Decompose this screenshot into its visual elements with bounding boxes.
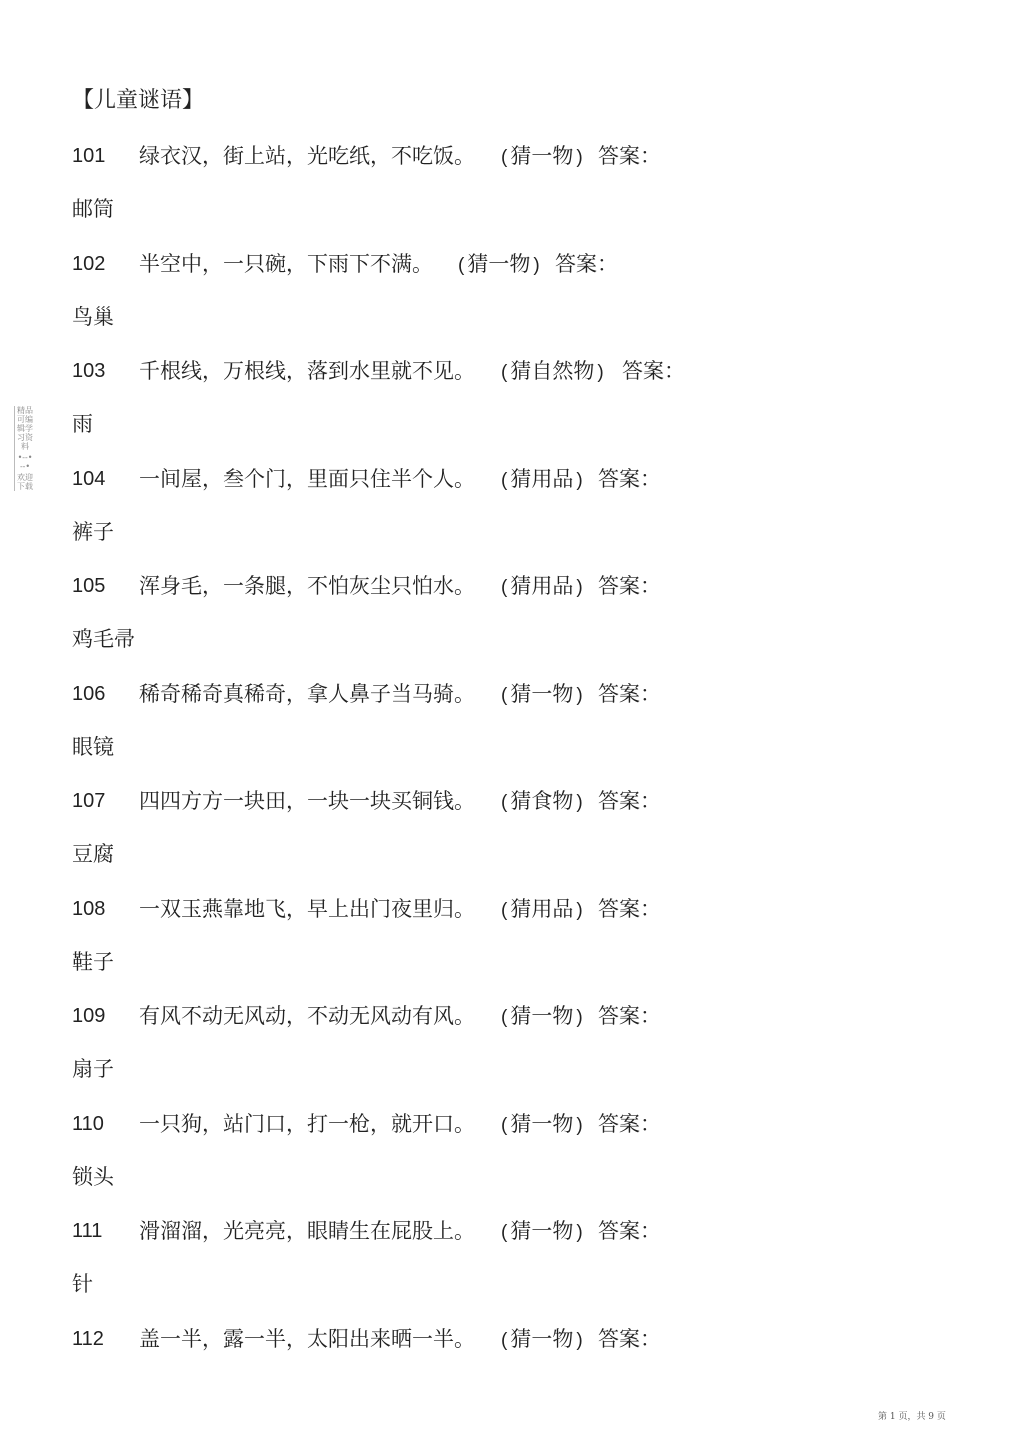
riddle-answer: 扇子 [72, 1057, 114, 1081]
answer-label: 答案： [598, 1219, 661, 1243]
riddle-category: ( 猜一物 ) [501, 681, 583, 706]
riddle-text: 盖一半，露一半，太阳出来晒一半。 [139, 1326, 475, 1351]
riddle-text: 绿衣汉，街上站，光吃纸，不吃饭。 [139, 144, 475, 168]
riddle-text: 半空中，一只碗，下雨下不满。 [139, 251, 433, 276]
answer-label: 答案： [598, 896, 661, 921]
riddle-text: 滑溜溜，光亮亮，眼睛生在屁股上。 [139, 1219, 475, 1243]
riddle-category-label: 猜用品 [510, 574, 574, 598]
riddle-number: 104 [72, 467, 106, 490]
riddle-category: ( 猜用品 ) [501, 896, 583, 921]
riddle-category: ( 猜一物 ) [501, 1111, 583, 1136]
riddle-number: 112 [72, 1327, 104, 1350]
riddle-answer: 鸟巢 [72, 304, 114, 329]
answer-label: 答案： [555, 251, 618, 276]
answer-label: 答案： [622, 359, 685, 383]
riddle-answer: 锁头 [72, 1164, 114, 1189]
riddle-number: 111 [72, 1220, 103, 1242]
riddle-number: 109 [72, 1005, 106, 1027]
riddle-number: 107 [72, 790, 106, 812]
riddle-category-label: 猜用品 [510, 896, 574, 921]
riddle-category: ( 猜食物 ) [501, 789, 583, 813]
riddle-category: ( 猜一物 ) [501, 1326, 583, 1351]
riddle-category: ( 猜用品 ) [501, 466, 583, 491]
riddle-category-label: 猜一物 [510, 1326, 574, 1351]
page-title: 【儿童谜语】 [72, 88, 205, 113]
riddle-category-label: 猜食物 [510, 789, 574, 813]
riddle-answer: 鞋子 [72, 949, 114, 974]
riddle-number: 106 [72, 682, 106, 705]
riddle-category-label: 猜一物 [510, 1111, 574, 1136]
page-footer: 第 1 页，共 9 页 [878, 1412, 946, 1422]
answer-label: 答案： [598, 789, 661, 813]
riddle-category: ( 猜一物 ) [501, 1219, 583, 1243]
riddle-category-label: 猜自然物 [510, 359, 595, 383]
riddle-answer: 豆腐 [72, 842, 114, 866]
riddle-number: 102 [72, 252, 106, 275]
riddle-number: 105 [72, 575, 106, 597]
riddle-answer: 雨 [72, 412, 93, 436]
riddle-text: 有风不动无风动，不动无风动有风。 [139, 1004, 475, 1028]
riddle-answer: 鸡毛帚 [72, 627, 135, 651]
riddle-text: 浑身毛，一条腿，不怕灰尘只怕水。 [139, 574, 475, 598]
riddle-category: ( 猜一物 ) [458, 251, 540, 276]
answer-label: 答案： [598, 681, 661, 706]
answer-label: 答案： [598, 1326, 661, 1351]
riddle-category: ( 猜一物 ) [501, 1004, 583, 1028]
riddle-answer: 裤子 [72, 519, 114, 544]
riddle-category-label: 猜一物 [467, 251, 531, 276]
riddle-category-label: 猜一物 [510, 1219, 574, 1243]
answer-label: 答案： [598, 144, 661, 168]
riddle-answer: 眼镜 [72, 734, 114, 759]
side-watermark-dots: •--•--• [17, 453, 33, 471]
riddle-text: 稀奇稀奇真稀奇，拿人鼻子当马骑。 [139, 681, 475, 706]
riddle-category: ( 猜自然物 ) [501, 359, 604, 383]
riddle-number: 103 [72, 360, 106, 382]
riddle-number: 108 [72, 897, 106, 920]
riddle-category-label: 猜用品 [510, 466, 574, 491]
side-watermark-bottom: 欢迎下载 [17, 473, 33, 491]
riddle-number: 101 [72, 145, 106, 167]
answer-label: 答案： [598, 1004, 661, 1028]
side-watermark-top: 精品可编辑学习资料 [17, 406, 33, 451]
riddle-category-label: 猜一物 [510, 681, 574, 706]
riddle-text: 四四方方一块田，一块一块买铜钱。 [139, 789, 475, 813]
riddle-number: 110 [72, 1112, 104, 1135]
riddle-category: ( 猜用品 ) [501, 574, 583, 598]
answer-label: 答案： [598, 466, 661, 491]
riddle-text: 一间屋，叁个门，里面只住半个人。 [139, 466, 475, 491]
side-watermark [14, 406, 33, 491]
answer-label: 答案： [598, 1111, 661, 1136]
riddle-text: 一双玉燕靠地飞，早上出门夜里归。 [139, 896, 475, 921]
riddle-category-label: 猜一物 [510, 144, 574, 168]
answer-label: 答案： [598, 574, 661, 598]
riddle-category: ( 猜一物 ) [501, 144, 583, 168]
riddle-text: 千根线，万根线，落到水里就不见。 [139, 359, 475, 383]
riddle-answer: 邮筒 [72, 197, 114, 221]
riddle-text: 一只狗，站门口，打一枪，就开口。 [139, 1111, 475, 1136]
riddle-category-label: 猜一物 [510, 1004, 574, 1028]
riddle-answer: 针 [72, 1272, 93, 1296]
